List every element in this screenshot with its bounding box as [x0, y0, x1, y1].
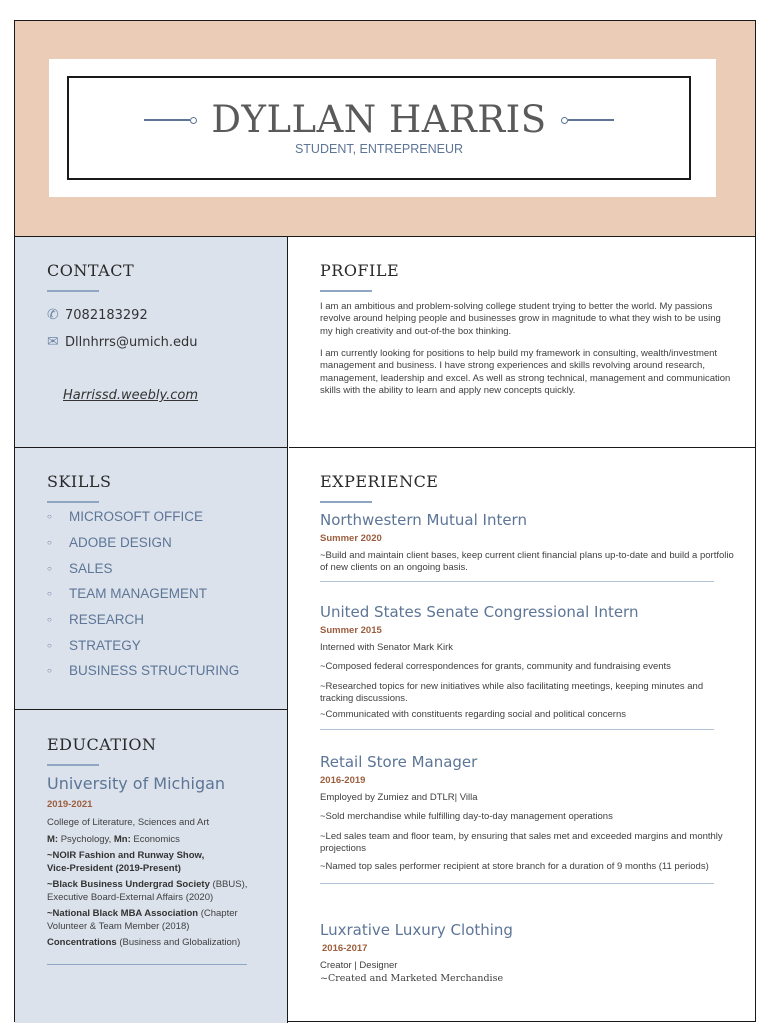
bullet-icon: ○ [47, 640, 52, 650]
right-ornament-icon [561, 117, 614, 124]
bullet-icon: ○ [47, 589, 52, 599]
contact-rule [47, 290, 99, 292]
job-line: ~Build and maintain client bases, keep current client financial plans up-to-date and build a portfolio of new clients on an ongoing basis. [320, 550, 734, 574]
job-entry [320, 603, 734, 730]
bullet-icon: ○ [47, 563, 52, 573]
experience-title: EXPERIENCE [320, 472, 439, 491]
contact-title: CONTACT [47, 261, 135, 280]
email-address[interactable]: Dllnhrrs@umich.edu [65, 334, 198, 350]
bullet-icon: ○ [47, 538, 52, 548]
college-name: College of Literature, Sciences and Art [47, 817, 210, 828]
job-entry [320, 753, 734, 884]
job-title: Luxrative Luxury Clothing [320, 921, 513, 939]
job-line: Employed by Zumiez and DTLR| Villa [320, 792, 478, 803]
education-title: EDUCATION [47, 735, 157, 754]
job-line: ~Led sales team and floor team, by ensuring that sales met and exceeded margins and monthly projections [320, 830, 723, 854]
profile-section [289, 237, 755, 447]
job-line: ~Communicated with constituents regarding social and political concerns [320, 709, 627, 721]
name-box [67, 76, 691, 180]
bullet-icon: ○ [47, 666, 52, 676]
bullet-icon: ○ [47, 615, 52, 625]
resume-page [14, 20, 756, 1022]
job-dates: Summer 2015 [320, 625, 382, 636]
left-ornament-icon [144, 117, 197, 124]
major-minor: M: Psychology, Mn: Economics [47, 833, 180, 845]
profile-paragraph-2: I am currently looking for positions to help build my framework in consulting, wealth/investment management and business. I have strong experiences and skills revolving around research, management, leadership and excel. As well as strong technical, management and communication skills with the ability to learn and apply new concepts quickly. [320, 348, 731, 396]
left-column [15, 237, 288, 1023]
skill-item: ○ TEAM MANAGEMENT [47, 586, 208, 602]
school-name: University of Michigan [47, 774, 226, 793]
profile-title: PROFILE [320, 261, 400, 280]
person-name: DYLLAN HARRIS [211, 98, 547, 141]
person-subtitle: STUDENT, ENTREPRENEUR [294, 142, 464, 156]
job-line: ~Named top sales performer recipient at store branch for a duration of 9 months (11 periods) [320, 861, 709, 873]
skill-item: ○ ADOBE DESIGN [47, 535, 172, 551]
skill-item: ○ BUSINESS STRUCTURING [47, 663, 240, 679]
phone-icon: ✆ [47, 307, 59, 323]
job-line: ~Created and Marketed Merchandise [320, 973, 504, 985]
mail-icon: ✉ [47, 334, 59, 350]
job-title: Northwestern Mutual Intern [320, 511, 527, 529]
activity-nbmbaa: ~National Black MBA Association (Chapter Volunteer & Team Member (2018) [47, 908, 238, 932]
profile-paragraph-1: I am an ambitious and problem-solving college student trying to better the world. My passions revolve around helping people and businesses grow in magnitude to what they wish to be using my high creativity and out-of-the box thinking. [320, 301, 721, 337]
website-link[interactable]: Harrissd.weebly.com [63, 388, 199, 403]
skill-item: ○ STRATEGY [47, 637, 141, 653]
job-line: Creator | Designer [320, 960, 398, 971]
contact-phone [47, 307, 148, 323]
job-dates: Summer 2020 [320, 533, 382, 544]
skills-section [15, 447, 288, 709]
school-dates: 2019-2021 [47, 799, 93, 810]
job-title: Retail Store Manager [320, 753, 478, 771]
education-section [15, 709, 288, 1023]
activity-bbus: ~Black Business Undergrad Society (BBUS), Executive Board-External Affairs (2020) [47, 879, 248, 903]
job-entry [320, 921, 734, 984]
education-rule [47, 764, 99, 766]
header-card [49, 59, 716, 197]
activity-noir: ~NOIR Fashion and Runway Show, Vice-President (2019-Present) [47, 850, 205, 874]
job-line: ~Researched topics for new initiatives while also facilitating meetings, keeping minutes and tracking discussions. [320, 680, 704, 704]
job-divider [320, 883, 714, 884]
right-column [289, 237, 755, 1023]
job-line: Interned with Senator Mark Kirk [320, 642, 454, 653]
skill-item: ○ RESEARCH [47, 612, 145, 628]
skill-item: ○ SALES [47, 560, 113, 576]
skills-list [47, 504, 239, 684]
job-divider [320, 729, 714, 730]
skills-rule [47, 501, 99, 503]
job-title: United States Senate Congressional Intern [320, 603, 639, 621]
header-band [15, 21, 755, 237]
bullet-icon: ○ [47, 512, 52, 522]
education-entry [47, 774, 272, 965]
job-dates: 2016-2019 [320, 775, 366, 786]
job-divider [320, 581, 714, 582]
contact-email [47, 334, 197, 350]
job-line: ~Composed federal correspondences for grants, community and fundraising events [320, 661, 671, 673]
contact-section [15, 237, 288, 447]
profile-rule [320, 290, 372, 292]
phone-number[interactable]: 7082183292 [65, 307, 148, 323]
skill-item: ○ MICROSOFT OFFICE [47, 509, 203, 525]
concentrations: Concentrations (Business and Globalization) [47, 937, 241, 948]
education-end-rule [47, 964, 247, 965]
experience-rule [320, 501, 372, 503]
job-entry [320, 511, 734, 582]
job-line: ~Sold merchandise while fulfilling day-to-day management operations [320, 811, 613, 823]
experience-section [289, 447, 755, 1023]
skills-title: SKILLS [47, 472, 112, 491]
job-dates: 2016-2017 [322, 943, 368, 954]
